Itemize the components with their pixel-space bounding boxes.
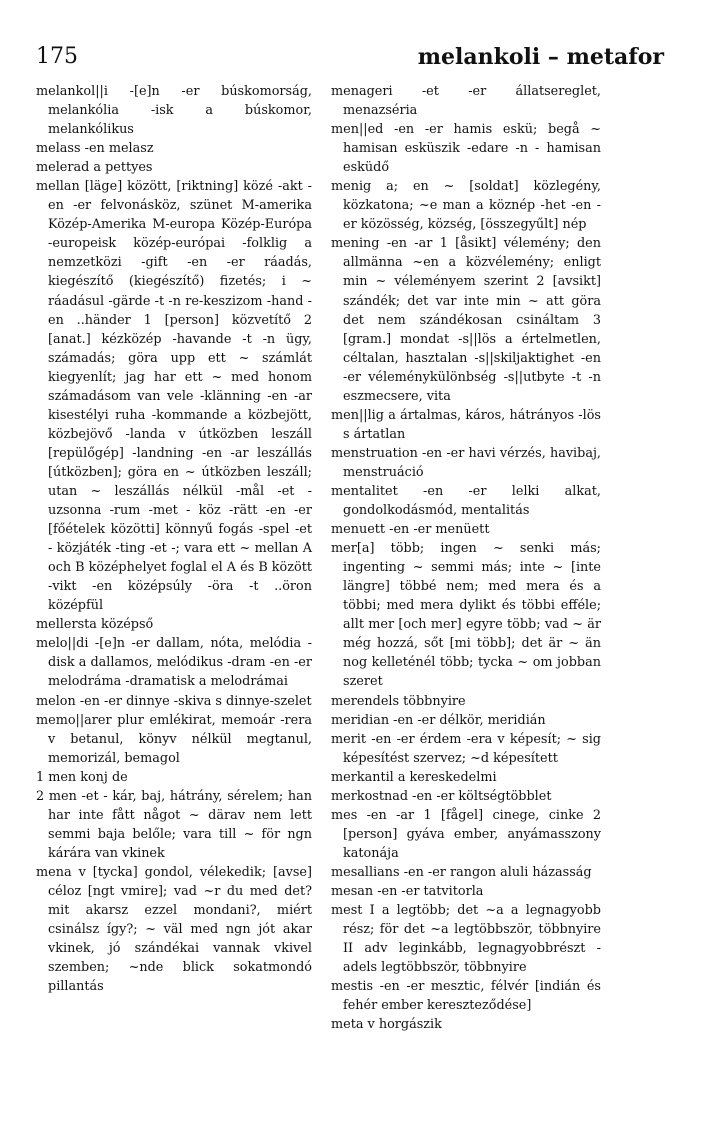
dictionary-entry: men||lig a ártalmas, káros, hátrányos -lös s ártatlan [331,407,601,442]
dictionary-entry: mest I a legtöbb; det ~a a legnagyobb rész; för det ~a legtöbbször, többnyire II adv leginkább, legnagyobbrészt -adels legtöbbször, többnyire [331,903,601,976]
dictionary-entry: 2 men -et - kár, baj, hátrány, sérelem; han har inte fått något ~ därav nem lett semmi baja belőle; vara till ~ för ngn kárára van vkinek [36,788,312,861]
dictionary-entry: men||ed -en -er hamis eskü; begå ~ hamisan esküszik -edare -n - hamisan esküdő [331,122,601,176]
dictionary-entry: menstruation -en -er havi vérzés, havibaj, menstruáció [331,445,601,480]
dictionary-entry: menuett -en -er menüett [331,522,490,538]
dictionary-entry: mellan [läge] között, [riktning] közé -akt -en -er felvonásköz, szünet M-amerika Közép-Amerika M-europa Közép-Európa -europeisk közép-európai -folklig a nemzetközi -gift -en -er ráadás, kiegészítő (kiegészítő) fizetés; i ~ ráadásul -gärde -t -n re-keszizom -hand -en ..händer 1 [person] közvetítő 2 [anat.] kézközép -havande -t -n ügy, számadás; göra upp ett ~ számlát kiegyenlít; jag har ett ~ med honom számadásom van vele -klänning -en -ar kisestélyi ruha -kommande a közbejött, közbejövő -landa v útközben leszáll [repülőgép] -landning -en -ar leszállás [útközben]; göra en ~ útközben leszáll; utan ~ leszállás nélkül -mål -et - uzsonna -rum -met - köz -rätt -en -er [főételek közötti] könnyű fogás -spel -et - közjáték -ting -et -; vara ett ~ mellan A och B középhelyet foglal el A és B között -vikt -en középsúly -öra -t ..öron középfül [36,179,312,614]
dictionary-entry: mestis -en -er mesztic, félvér [indián és fehér ember kereszteződése] [331,979,601,1014]
dictionary-entry: melo||di -[e]n -er dallam, nóta, melódia -disk a dallamos, melódikus -dram -en -er melodráma -dramatisk a melodrámai [36,636,312,690]
dictionary-entry: merit -en -er érdem -era v képesít; ~ sig képesítést szervez; ~d képesített [331,731,601,766]
dictionary-entry: mer[a] több; ingen ~ senki más; ingenting ~ semmi más; inte ~ [inte längre] többé nem; med mera és a többi; med mera dylikt és többi efféle; allt mer [och mer] egyre több; vad ~ är még hozzá, sőt [mi több]; det är ~ än nog kelleténél több; tycka ~ om jobban szeret [331,541,601,690]
dictionary-entry: mellersta középső [36,617,154,633]
dictionary-entry: menageri -et -er állatsereglet, menazséria [331,84,601,119]
left-column [36,82,312,996]
dictionary-entry: mes -en -ar 1 [fågel] cinege, cinke 2 [person] gyáva ember, anyámasszony katonája [331,807,601,861]
right-column [331,82,601,1034]
dictionary-entry: mena v [tycka] gondol, vélekedik; [avse] céloz [ngt vmire]; vad ~r du med det? mit akarsz ezzel mondani?, miért csinálsz így?; ~ väl med ngn jót akar vkinek, jó szándékai vannak vkivel szemben; ~nde blick sokatmondó pillantás [36,864,312,995]
dictionary-entry: meridian -en -er délkör, meridián [331,712,546,728]
dictionary-entry: melass -en melasz [36,141,154,157]
dictionary-entry: 1 men konj de [36,769,128,785]
dictionary-entry: menig a; en ~ [soldat] közlegény, közkatona; ~e man a köznép -het -en -er közösség, község, [összegyűlt] nép [331,179,601,233]
page-number: 175 [36,44,78,69]
dictionary-entry: melon -en -er dinnye -skiva s dinnye-szelet [36,693,312,709]
dictionary-entry: mesallians -en -er rangon aluli házasság [331,864,592,880]
dictionary-entry: merkantil a kereskedelmi [331,769,497,785]
dictionary-entry: meta v horgászik [331,1017,442,1033]
dictionary-entry: mentalitet -en -er lelki alkat, gondolkodásmód, mentalitás [331,483,601,519]
dictionary-entry: merendels többnyire [331,693,466,709]
dictionary-entry: mening -en -ar 1 [åsikt] vélemény; den allmänna ~en a közvélemény; enligt min ~ véleményem szerint 2 [avsikt] szándék; det var inte min ~ att göra det nem szándékosan csináltam 3 [gram.] mondat -s||lös a értelmetlen, céltalan, hasztalan -s||skiljaktighet -en -er véleménykülönbség -s||utbyte -t -n eszmecsere, vita [331,236,601,404]
dictionary-entry: melerad a pettyes [36,160,153,176]
dictionary-entry: melankol||i -[e]n -er búskomorság, melankólia -isk a búskomor, melankólikus [36,84,312,138]
dictionary-entry: memo||arer plur emlékirat, memoár -rera v betanul, könyv nélkül megtanul, memorizál, bemagol [36,712,312,766]
running-head: melankoli – metafor [417,44,664,70]
dictionary-entry: merkostnad -en -er költségtöbblet [331,788,552,804]
dictionary-entry: mesan -en -er tatvitorla [331,883,484,899]
